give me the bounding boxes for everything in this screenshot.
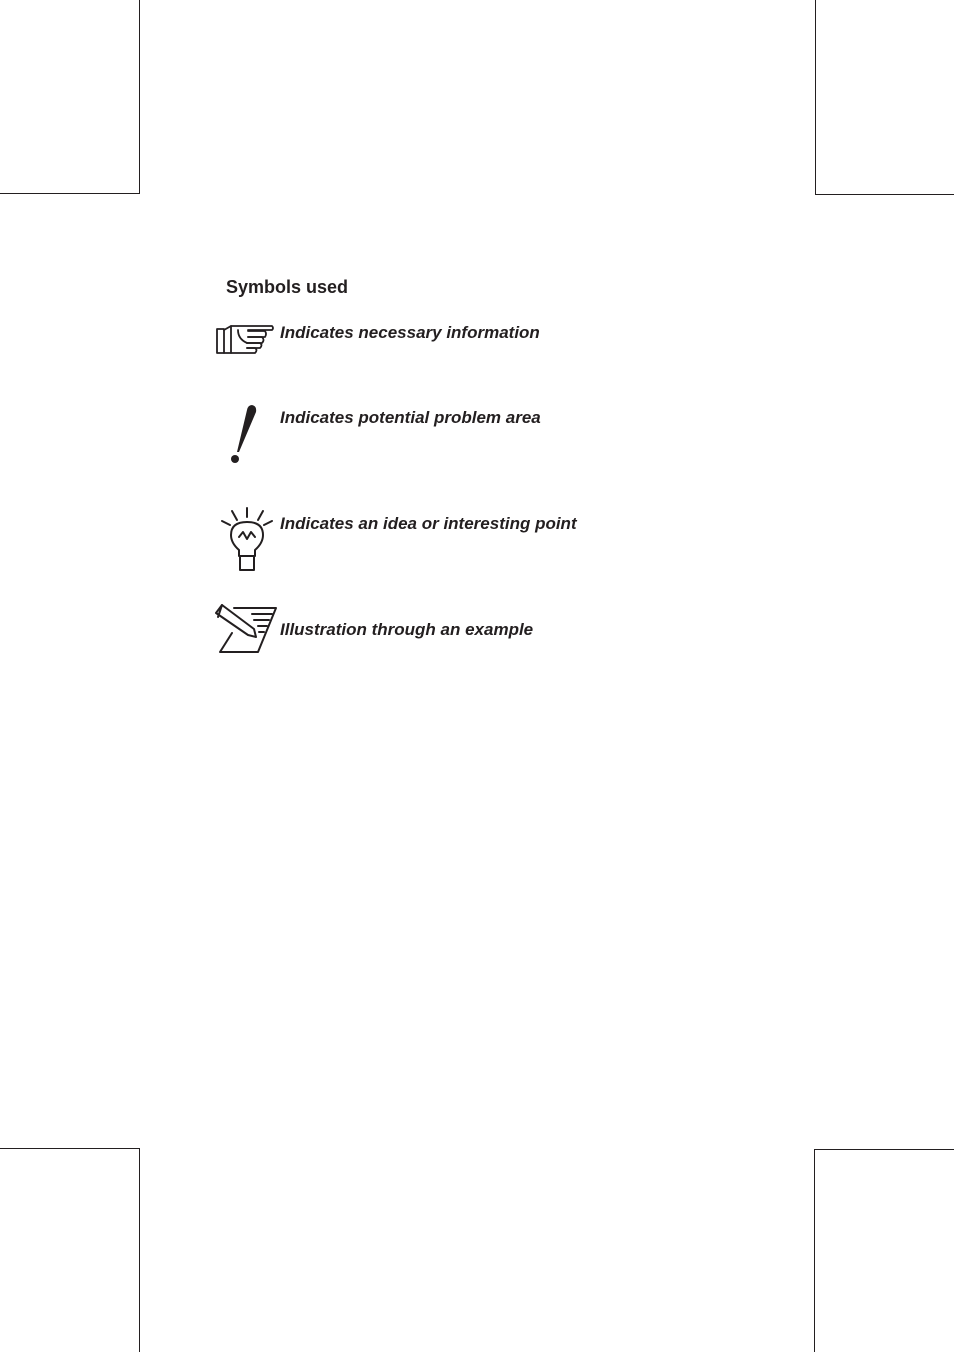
crop-mark-top-left	[0, 0, 140, 194]
exclamation-icon	[222, 405, 262, 465]
symbol-text-problem: Indicates potential problem area	[280, 408, 541, 427]
light-bulb-icon	[218, 506, 278, 574]
pointing-hand-icon	[214, 322, 276, 356]
symbol-text-information: Indicates necessary information	[280, 323, 540, 342]
section-heading: Symbols used	[226, 277, 349, 297]
symbol-text-example: Illustration through an example	[280, 620, 534, 639]
crop-mark-bottom-left	[0, 1148, 140, 1352]
crop-mark-top-right	[815, 0, 954, 195]
symbol-text-idea: Indicates an idea or interesting point	[280, 514, 577, 533]
crop-mark-bottom-right	[814, 1149, 954, 1352]
pen-writing-icon	[214, 603, 280, 655]
